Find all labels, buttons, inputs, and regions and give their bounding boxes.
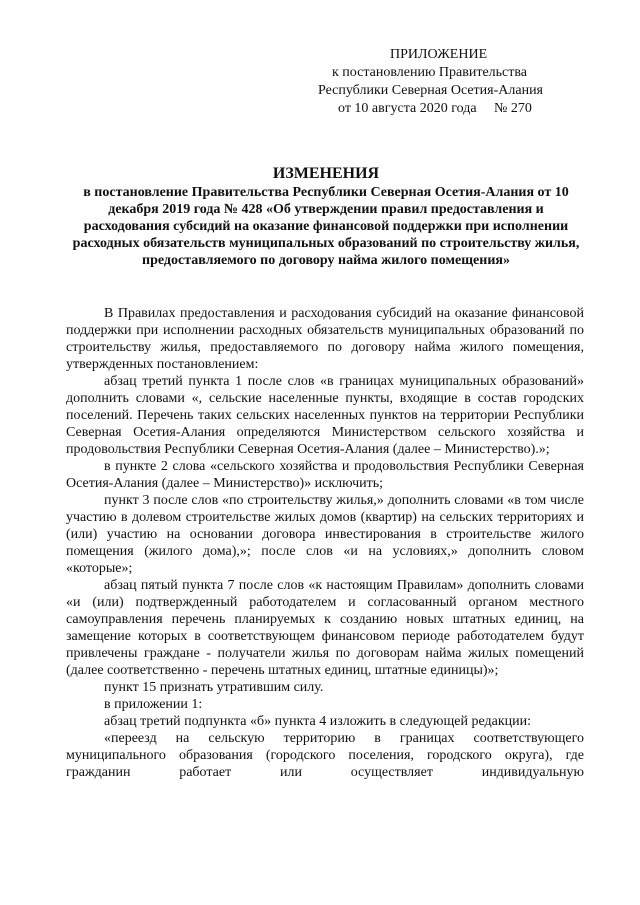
body-paragraph: абзац пятый пункта 7 после слов «к настоящим Правилам» дополнить словами «и (или) подтвержденный работодателем и согласованный органом местного самоуправления перечень планируемых к созданию новых штатных единиц, на замещение которых в соответствующем финансовом периоде работодателем будут привлечены граждане - получатели жилья по договорам найма жилых помещений (далее соответственно - перечень штатных единиц, штатные единицы)»; <box>66 578 584 678</box>
document-heading <box>66 164 586 269</box>
body-paragraph: В Правилах предоставления и расходования субсидий на оказание финансовой поддержки при исполнении расходных обязательств муниципальных образований по строительству жилья, предоставляемого по договору найма жилого помещения, утвержденных постановлением: <box>66 306 584 372</box>
appendix-line: к постановлению Правительства <box>332 65 528 80</box>
document-body <box>66 305 584 781</box>
appendix-title: ПРИЛОЖЕНИЕ <box>390 47 488 62</box>
body-paragraph: в приложении 1: <box>104 697 203 712</box>
body-paragraph: пункт 15 признать утратившим силу. <box>104 680 324 695</box>
heading-title: ИЗМЕНЕНИЯ <box>272 165 380 182</box>
appendix-date-number: от 10 августа 2020 года № 270 <box>338 101 532 116</box>
body-paragraph: пункт 3 после слов «по строительству жилья,» дополнить словами «в том числе участию в долевом строительстве жилых домов (квартир) на сельских территориях и (или) участию на основании договора инвестирования в строительстве жилого помещения (жилого дома),»; после слов «и на условиях,» дополнить словом «которые»; <box>66 493 584 576</box>
heading-subtitle: в постановление Правительства Республики Северная Осетия-Алания от 10 декабря 2019 года № 428 «Об утверждении правил предоставления и расходования субсидий на оказание финансовой поддержки при исполнении расходных обязательств муниципальных образований по строительству жилья, предоставляемого по договору найма жилого помещения» <box>72 185 580 268</box>
body-paragraph: абзац третий подпункта «б» пункта 4 изложить в следующей редакции: <box>104 714 531 729</box>
appendix-header <box>318 46 618 118</box>
body-paragraph: абзац третий пункта 1 после слов «в границах муниципальных образований» дополнить словами «, сельские населенные пункты, входящие в состав городских поселений. Перечень таких сельских населенных пунктов на территории Республики Северная Осетия-Алания определяются Министерством сельского хозяйства и продовольствия Республики Северная Осетия-Алания (далее – Министерство).»; <box>66 374 584 457</box>
appendix-line: Республики Северная Осетия-Алания <box>318 83 543 98</box>
body-paragraph: «переезд на сельскую территорию в границах соответствующего муниципального образования (городского поселения, городского округа), где гражданин работает или осуществляет индивидуальную <box>66 731 584 780</box>
body-paragraph: в пункте 2 слова «сельского хозяйства и продовольствия Республики Северная Осетия-Алания (далее – Министерство)» исключить; <box>66 459 584 491</box>
